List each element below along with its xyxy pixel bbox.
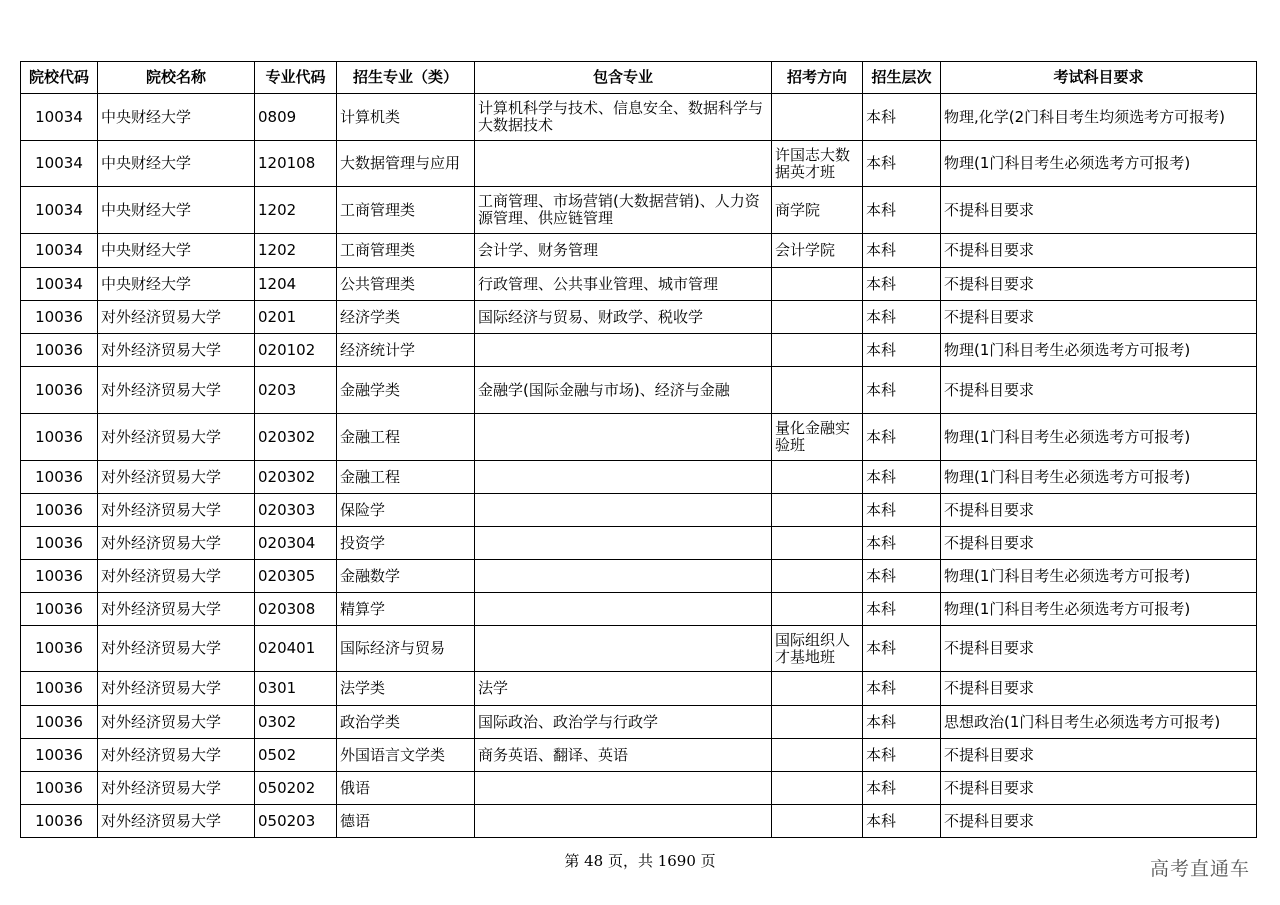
cell-included-majors bbox=[475, 593, 772, 626]
cell-subject-requirement: 不提科目要求 bbox=[941, 805, 1257, 838]
cell-level: 本科 bbox=[863, 367, 941, 414]
cell-major: 经济学类 bbox=[337, 301, 475, 334]
cell-school-name: 对外经济贸易大学 bbox=[98, 739, 255, 772]
header-level: 招生层次 bbox=[863, 62, 941, 94]
cell-school-name: 对外经济贸易大学 bbox=[98, 494, 255, 527]
cell-school-name: 对外经济贸易大学 bbox=[98, 414, 255, 461]
cell-subject-requirement: 思想政治(1门科目考生必须选考方可报考) bbox=[941, 706, 1257, 739]
cell-major-code: 0809 bbox=[255, 94, 337, 141]
cell-included-majors bbox=[475, 494, 772, 527]
cell-major: 政治学类 bbox=[337, 706, 475, 739]
cell-school-code: 10036 bbox=[21, 772, 98, 805]
cell-subject-requirement: 不提科目要求 bbox=[941, 527, 1257, 560]
cell-included-majors bbox=[475, 772, 772, 805]
cell-school-code: 10036 bbox=[21, 626, 98, 672]
table-row bbox=[21, 494, 1257, 527]
cell-school-code: 10036 bbox=[21, 805, 98, 838]
table-row bbox=[21, 414, 1257, 461]
cell-direction: 许国志大数据英才班 bbox=[772, 141, 863, 187]
cell-major: 法学类 bbox=[337, 672, 475, 706]
header-direction: 招考方向 bbox=[772, 62, 863, 94]
table-row bbox=[21, 593, 1257, 626]
cell-school-code: 10034 bbox=[21, 234, 98, 268]
cell-school-code: 10036 bbox=[21, 560, 98, 593]
header-major-code: 专业代码 bbox=[255, 62, 337, 94]
cell-included-majors: 会计学、财务管理 bbox=[475, 234, 772, 268]
cell-included-majors bbox=[475, 560, 772, 593]
cell-direction bbox=[772, 805, 863, 838]
cell-level: 本科 bbox=[863, 494, 941, 527]
header-subject-requirement: 考试科目要求 bbox=[941, 62, 1257, 94]
cell-school-code: 10036 bbox=[21, 739, 98, 772]
cell-subject-requirement: 不提科目要求 bbox=[941, 268, 1257, 301]
cell-major-code: 020302 bbox=[255, 414, 337, 461]
cell-direction: 会计学院 bbox=[772, 234, 863, 268]
header-school-name: 院校名称 bbox=[98, 62, 255, 94]
cell-school-name: 对外经济贸易大学 bbox=[98, 626, 255, 672]
cell-subject-requirement: 不提科目要求 bbox=[941, 367, 1257, 414]
table-row bbox=[21, 187, 1257, 234]
header-included-majors: 包含专业 bbox=[475, 62, 772, 94]
cell-major-code: 020308 bbox=[255, 593, 337, 626]
cell-direction: 量化金融实验班 bbox=[772, 414, 863, 461]
cell-subject-requirement: 不提科目要求 bbox=[941, 626, 1257, 672]
cell-major-code: 120108 bbox=[255, 141, 337, 187]
cell-school-name: 中央财经大学 bbox=[98, 94, 255, 141]
cell-included-majors: 国际经济与贸易、财政学、税收学 bbox=[475, 301, 772, 334]
cell-school-code: 10036 bbox=[21, 461, 98, 494]
table-row bbox=[21, 301, 1257, 334]
cell-subject-requirement: 不提科目要求 bbox=[941, 234, 1257, 268]
cell-school-name: 对外经济贸易大学 bbox=[98, 334, 255, 367]
header-school-code: 院校代码 bbox=[21, 62, 98, 94]
cell-level: 本科 bbox=[863, 234, 941, 268]
table-row bbox=[21, 672, 1257, 706]
cell-subject-requirement: 不提科目要求 bbox=[941, 672, 1257, 706]
table-row bbox=[21, 141, 1257, 187]
cell-major: 德语 bbox=[337, 805, 475, 838]
cell-major: 经济统计学 bbox=[337, 334, 475, 367]
table-row bbox=[21, 234, 1257, 268]
cell-major: 大数据管理与应用 bbox=[337, 141, 475, 187]
cell-included-majors bbox=[475, 414, 772, 461]
cell-school-name: 对外经济贸易大学 bbox=[98, 672, 255, 706]
table-row bbox=[21, 772, 1257, 805]
cell-major: 金融工程 bbox=[337, 461, 475, 494]
cell-subject-requirement: 物理(1门科目考生必须选考方可报考) bbox=[941, 141, 1257, 187]
cell-subject-requirement: 物理(1门科目考生必须选考方可报考) bbox=[941, 414, 1257, 461]
cell-included-majors: 行政管理、公共事业管理、城市管理 bbox=[475, 268, 772, 301]
cell-direction bbox=[772, 494, 863, 527]
cell-direction bbox=[772, 706, 863, 739]
cell-major: 金融工程 bbox=[337, 414, 475, 461]
table-row bbox=[21, 626, 1257, 672]
cell-school-name: 对外经济贸易大学 bbox=[98, 527, 255, 560]
cell-school-name: 中央财经大学 bbox=[98, 268, 255, 301]
cell-direction bbox=[772, 367, 863, 414]
cell-school-code: 10034 bbox=[21, 187, 98, 234]
cell-subject-requirement: 物理(1门科目考生必须选考方可报考) bbox=[941, 461, 1257, 494]
cell-major-code: 0201 bbox=[255, 301, 337, 334]
cell-school-code: 10036 bbox=[21, 367, 98, 414]
cell-direction bbox=[772, 560, 863, 593]
table-row bbox=[21, 706, 1257, 739]
cell-level: 本科 bbox=[863, 334, 941, 367]
table-row bbox=[21, 367, 1257, 414]
cell-school-code: 10036 bbox=[21, 527, 98, 560]
cell-school-code: 10036 bbox=[21, 593, 98, 626]
admission-table bbox=[20, 61, 1257, 838]
cell-major: 金融学类 bbox=[337, 367, 475, 414]
table-row bbox=[21, 527, 1257, 560]
cell-subject-requirement: 不提科目要求 bbox=[941, 301, 1257, 334]
cell-school-code: 10036 bbox=[21, 672, 98, 706]
header-major: 招生专业（类） bbox=[337, 62, 475, 94]
cell-subject-requirement: 不提科目要求 bbox=[941, 494, 1257, 527]
cell-included-majors bbox=[475, 626, 772, 672]
cell-school-name: 对外经济贸易大学 bbox=[98, 560, 255, 593]
cell-major-code: 020401 bbox=[255, 626, 337, 672]
page-number: 第 48 页，共 1690 页 bbox=[564, 852, 716, 870]
cell-major-code: 020102 bbox=[255, 334, 337, 367]
cell-major-code: 020302 bbox=[255, 461, 337, 494]
cell-direction bbox=[772, 527, 863, 560]
cell-major: 金融数学 bbox=[337, 560, 475, 593]
cell-major: 工商管理类 bbox=[337, 187, 475, 234]
cell-direction bbox=[772, 334, 863, 367]
cell-level: 本科 bbox=[863, 141, 941, 187]
cell-included-majors: 法学 bbox=[475, 672, 772, 706]
cell-school-code: 10034 bbox=[21, 268, 98, 301]
cell-major-code: 0502 bbox=[255, 739, 337, 772]
cell-school-name: 中央财经大学 bbox=[98, 141, 255, 187]
cell-subject-requirement: 不提科目要求 bbox=[941, 739, 1257, 772]
cell-level: 本科 bbox=[863, 672, 941, 706]
cell-level: 本科 bbox=[863, 301, 941, 334]
cell-subject-requirement: 物理(1门科目考生必须选考方可报考) bbox=[941, 560, 1257, 593]
watermark: 高考直通车 bbox=[1149, 858, 1250, 880]
cell-direction bbox=[772, 739, 863, 772]
cell-school-code: 10036 bbox=[21, 706, 98, 739]
cell-school-name: 对外经济贸易大学 bbox=[98, 805, 255, 838]
cell-included-majors: 计算机科学与技术、信息安全、数据科学与大数据技术 bbox=[475, 94, 772, 141]
cell-direction bbox=[772, 772, 863, 805]
cell-direction bbox=[772, 672, 863, 706]
cell-direction bbox=[772, 94, 863, 141]
cell-subject-requirement: 物理(1门科目考生必须选考方可报考) bbox=[941, 334, 1257, 367]
cell-direction bbox=[772, 268, 863, 301]
cell-level: 本科 bbox=[863, 560, 941, 593]
cell-level: 本科 bbox=[863, 593, 941, 626]
cell-major-code: 1204 bbox=[255, 268, 337, 301]
cell-included-majors bbox=[475, 805, 772, 838]
cell-included-majors: 金融学(国际金融与市场)、经济与金融 bbox=[475, 367, 772, 414]
cell-direction bbox=[772, 301, 863, 334]
cell-school-name: 对外经济贸易大学 bbox=[98, 301, 255, 334]
cell-school-name: 对外经济贸易大学 bbox=[98, 367, 255, 414]
cell-major-code: 0301 bbox=[255, 672, 337, 706]
cell-major-code: 020305 bbox=[255, 560, 337, 593]
cell-included-majors bbox=[475, 334, 772, 367]
cell-major: 工商管理类 bbox=[337, 234, 475, 268]
cell-major: 精算学 bbox=[337, 593, 475, 626]
cell-direction bbox=[772, 461, 863, 494]
cell-subject-requirement: 物理(1门科目考生必须选考方可报考) bbox=[941, 593, 1257, 626]
cell-school-code: 10036 bbox=[21, 334, 98, 367]
cell-major-code: 0302 bbox=[255, 706, 337, 739]
cell-level: 本科 bbox=[863, 527, 941, 560]
cell-major-code: 050203 bbox=[255, 805, 337, 838]
cell-major-code: 1202 bbox=[255, 234, 337, 268]
table-row bbox=[21, 461, 1257, 494]
cell-included-majors bbox=[475, 527, 772, 560]
cell-level: 本科 bbox=[863, 268, 941, 301]
cell-major-code: 1202 bbox=[255, 187, 337, 234]
cell-major: 投资学 bbox=[337, 527, 475, 560]
cell-included-majors: 工商管理、市场营销(大数据营销)、人力资源管理、供应链管理 bbox=[475, 187, 772, 234]
cell-included-majors: 国际政治、政治学与行政学 bbox=[475, 706, 772, 739]
table-row bbox=[21, 94, 1257, 141]
cell-level: 本科 bbox=[863, 414, 941, 461]
cell-level: 本科 bbox=[863, 626, 941, 672]
cell-major: 外国语言文学类 bbox=[337, 739, 475, 772]
cell-level: 本科 bbox=[863, 706, 941, 739]
cell-major-code: 050202 bbox=[255, 772, 337, 805]
table-header-row bbox=[21, 62, 1257, 94]
cell-level: 本科 bbox=[863, 805, 941, 838]
table-row bbox=[21, 334, 1257, 367]
cell-direction: 国际组织人才基地班 bbox=[772, 626, 863, 672]
cell-major: 国际经济与贸易 bbox=[337, 626, 475, 672]
cell-major: 计算机类 bbox=[337, 94, 475, 141]
cell-school-name: 对外经济贸易大学 bbox=[98, 593, 255, 626]
cell-major: 公共管理类 bbox=[337, 268, 475, 301]
cell-subject-requirement: 不提科目要求 bbox=[941, 187, 1257, 234]
cell-level: 本科 bbox=[863, 461, 941, 494]
cell-level: 本科 bbox=[863, 94, 941, 141]
cell-included-majors bbox=[475, 141, 772, 187]
cell-major-code: 020304 bbox=[255, 527, 337, 560]
cell-school-code: 10034 bbox=[21, 94, 98, 141]
cell-level: 本科 bbox=[863, 739, 941, 772]
cell-school-name: 对外经济贸易大学 bbox=[98, 461, 255, 494]
cell-school-code: 10036 bbox=[21, 494, 98, 527]
table-row bbox=[21, 560, 1257, 593]
cell-school-name: 对外经济贸易大学 bbox=[98, 706, 255, 739]
cell-level: 本科 bbox=[863, 187, 941, 234]
table-row bbox=[21, 268, 1257, 301]
table-row bbox=[21, 739, 1257, 772]
cell-school-name: 中央财经大学 bbox=[98, 234, 255, 268]
cell-school-code: 10036 bbox=[21, 301, 98, 334]
cell-level: 本科 bbox=[863, 772, 941, 805]
cell-subject-requirement: 不提科目要求 bbox=[941, 772, 1257, 805]
cell-major-code: 020303 bbox=[255, 494, 337, 527]
cell-school-code: 10036 bbox=[21, 414, 98, 461]
table-row bbox=[21, 805, 1257, 838]
cell-included-majors bbox=[475, 461, 772, 494]
cell-school-name: 对外经济贸易大学 bbox=[98, 772, 255, 805]
cell-school-name: 中央财经大学 bbox=[98, 187, 255, 234]
cell-included-majors: 商务英语、翻译、英语 bbox=[475, 739, 772, 772]
cell-school-code: 10034 bbox=[21, 141, 98, 187]
cell-major: 保险学 bbox=[337, 494, 475, 527]
cell-subject-requirement: 物理,化学(2门科目考生均须选考方可报考) bbox=[941, 94, 1257, 141]
cell-direction bbox=[772, 593, 863, 626]
cell-direction: 商学院 bbox=[772, 187, 863, 234]
cell-major: 俄语 bbox=[337, 772, 475, 805]
cell-major-code: 0203 bbox=[255, 367, 337, 414]
